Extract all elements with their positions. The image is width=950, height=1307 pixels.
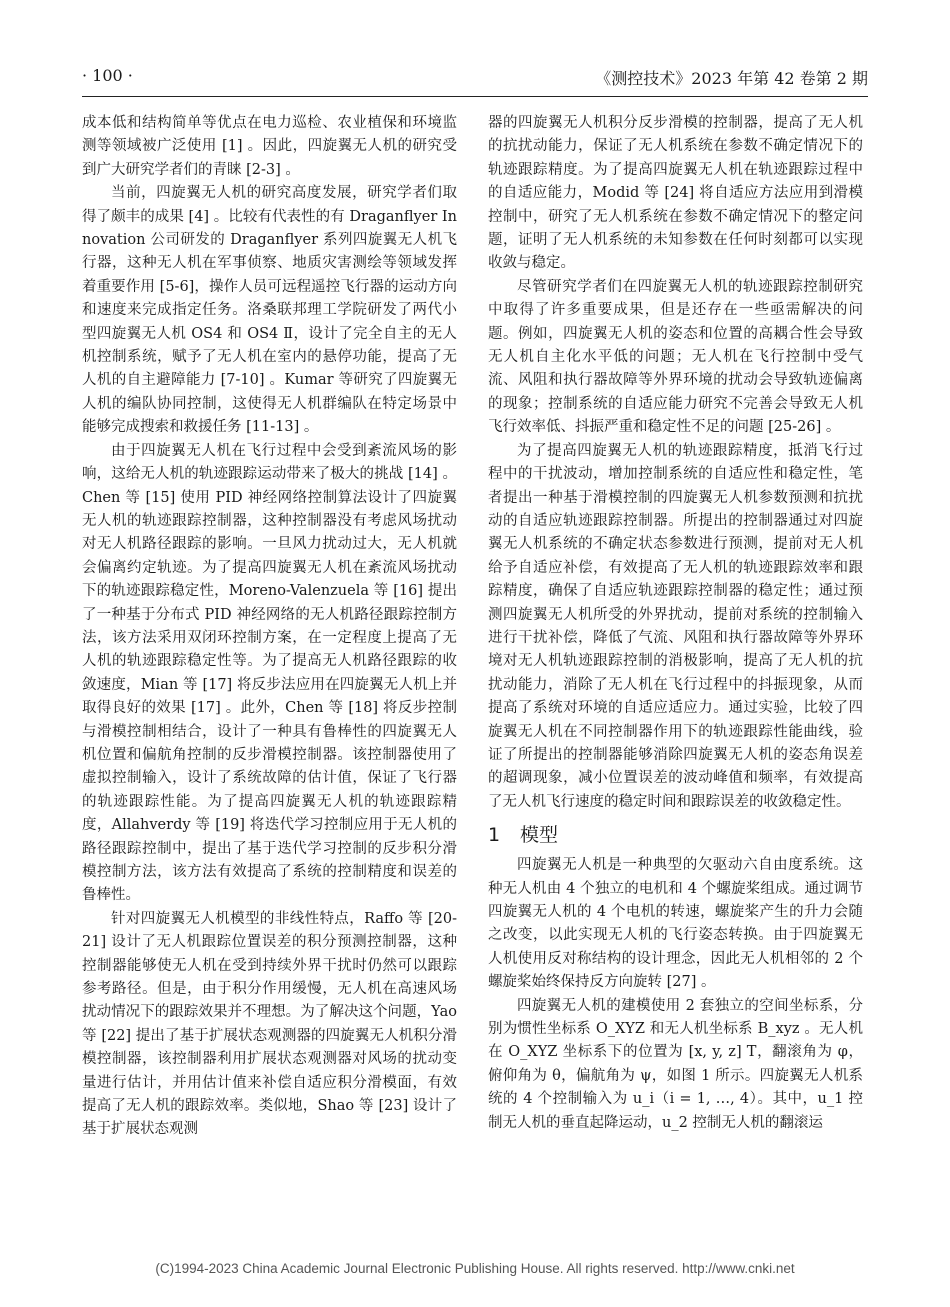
page-header (82, 66, 868, 90)
paragraph: 四旋翼无人机的建模使用 2 套独立的空间坐标系，分别为惯性坐标系 O_XYZ 和无人机坐标系 B_xyz 。无人机在 O_XYZ 坐标系下的位置为 [x, y, z] T，翻滚角为 φ，俯仰角为 θ，偏航角为 ψ，如图 1 所示。四旋翼无人机系统的 4 个控制输入为 u_i（i = 1, …, 4）。其中，u_1 控制无人机的垂直起降运动，u_2 控制无人机的翻滚运 (488, 997, 863, 1131)
paragraph: 器的四旋翼无人机积分反步滑模的控制器，提高了无人机的抗扰动能力，保证了无人机系统在参数不确定情况下的轨迹跟踪精度。为了提高四旋翼无人机在轨迹跟踪过程中的自适应能力，Modid 等 [24] 将自适应方法应用到滑模控制中，研究了无人机系统在参数不确定情况下的整定问题，证明了无人机系统的未知参数在任何时刻都可以实现收敛与稳定。 (488, 115, 863, 272)
left-column (82, 112, 457, 1142)
copyright-footer: (C)1994-2023 China Academic Journal Electronic Publishing House. All rights reserved. http://www.cnki.net (155, 1261, 795, 1276)
page-number: · 100 · (82, 66, 133, 85)
paragraph: 尽管研究学者们在四旋翼无人机的轨迹跟踪控制研究中取得了许多重要成果，但是还存在一些亟需解决的问题。例如，四旋翼无人机的姿态和位置的高耦合性会导致无人机自主化水平低的问题；无人机在飞行控制中受气流、风阻和执行器故障等外界环境的扰动会导致轨迹偏离的现象；控制系统的自适应能力研究不完善会导致无人机飞行效率低、抖振严重和稳定性不足的问题 [25-26] 。 (488, 278, 863, 436)
paragraph: 成本低和结构简单等优点在电力巡检、农业植保和环境监测等领域被广泛使用 [1] 。因此，四旋翼无人机的研究受到广大研究学者们的青睐 [2-3] 。 (82, 115, 457, 178)
section-title: 模型 (520, 824, 559, 847)
paragraph: 针对四旋翼无人机模型的非线性特点，Raffo 等 [20-21] 设计了无人机跟踪位置误差的积分预测控制器，这种控制器能够使无人机在受到持续外界干扰时仍然可以跟踪参考路径。但是，由于积分作用缓慢，无人机在高速风场扰动情况下的跟踪效果并不理想。为了解决这个问题，Yao 等 [22] 提出了基于扩展状态观测器的四旋翼无人机积分滑模控制器，该控制器利用扩展状态观测器对风场的扰动变量进行估计，并用估计值来补偿自适应积分滑模面，有效提高了无人机的跟踪效率。类似地，Shao 等 [23] 设计了基于扩展状态观测 (82, 910, 457, 1138)
paragraph: 四旋翼无人机是一种典型的欠驱动六自由度系统。这种无人机由 4 个独立的电机和 4 个螺旋桨组成。通过调节四旋翼无人机的 4 个电机的转速，螺旋桨产生的升力会随之改变，以此实现无人机的飞行姿态转换。由于四旋翼无人机使用反对称结构的设计理念，因此无人机相邻的 2 个螺旋桨始终保持反方向旋转 [27] 。 (488, 857, 863, 991)
paragraph: 由于四旋翼无人机在飞行过程中会受到紊流风场的影响，这给无人机的轨迹跟踪运动带来了极大的挑战 [14] 。Chen 等 [15] 使用 PID 神经网络控制算法设计了四旋翼无人机的轨迹跟踪控制器，这种控制器没有考虑风场扰动对无人机路径跟踪的影响。一旦风力扰动过大，无人机就会偏离约定轨迹。为了提高四旋翼无人机在紊流风场扰动下的轨迹跟踪稳定性，Moreno-Valenzuela 等 [16] 提出了一种基于分布式 PID 神经网络的无人机路径跟踪控制方法，该方法采用双闭环控制方案，在一定程度上提高了无人机的轨迹跟踪稳定性等。为了提高无人机路径跟踪的收敛速度，Mian 等 [17] 将反步法应用在四旋翼无人机上并取得良好的效果 [17] 。此外，Chen 等 [18] 将反步控制与滑模控制相结合，设计了一种具有鲁棒性的四旋翼无人机位置和偏航角控制的反步滑模控制器。该控制器使用了虚拟控制输入，设计了系统故障的估计值，保证了飞行器的轨迹跟踪性能。为了提高四旋翼无人机的轨迹跟踪精度，Allahverdy 等 [19] 将迭代学习控制应用于无人机的路径跟踪控制中，提出了基于迭代学习控制的反步积分滑模控制方法，该方法有效提高了系统的控制精度和误差的鲁棒性。 (82, 442, 457, 904)
paragraph: 当前，四旋翼无人机的研究高度发展，研究学者们取得了颇丰的成果 [4] 。比较有代表性的有 Draganflyer Innovation 公司研发的 Draganflyer 系列四旋翼无人机飞行器，这种无人机在军事侦察、地质灾害测绘等领域发挥着重要作用 [5-6]，操作人员可远程遥控飞行器的运动方向和速度来完成指定任务。洛桑联邦理工学院研发了两代小型四旋翼无人机 OS4 和 OS4 Ⅱ，设计了完全自主的无人机控制系统，赋予了无人机在室内的悬停功能，提高了无人机的自主避障能力 [7-10] 。Kumar 等研究了四旋翼无人机的编队协同控制，这使得无人机群编队在特定场景中能够完成搜索和救援任务 [11-13] 。 (82, 185, 457, 436)
header-rule (82, 96, 868, 97)
right-column (488, 112, 863, 1135)
journal-info: 《测控技术》2023 年第 42 卷第 2 期 (595, 69, 868, 88)
section-number: 1 (488, 824, 501, 847)
paragraph: 为了提高四旋翼无人机的轨迹跟踪精度，抵消飞行过程中的干扰波动，增加控制系统的自适应性和稳定性，笔者提出一种基于滑模控制的四旋翼无人机参数预测和抗扰动的自适应轨迹跟踪控制器。所提出的控制器通过对四旋翼无人机系统的不确定状态参数进行预测，提前对无人机给予自适应补偿，有效提高了无人机的轨迹跟踪效率和跟踪精度，确保了自适应轨迹跟踪控制器的稳定性；通过预测四旋翼无人机所受的外界扰动，提前对系统的控制输入进行干扰补偿，降低了气流、风阻和执行器故障等外界环境对无人机轨迹跟踪控制的消极影响，提高了无人机的抗扰动能力，消除了无人机在飞行过程中的抖振现象，从而提高了系统对环境的自适应适应力。通过实验，比较了四旋翼无人机在不同控制器作用下的轨迹跟踪性能曲线，验证了所提出的控制器能够消除四旋翼无人机的姿态角误差的超调现象，减小位置误差的波动峰值和频率，有效提高了无人机飞行速度的稳定时间和跟踪误差的收敛稳定性。 (488, 442, 863, 810)
section-heading (488, 820, 863, 850)
